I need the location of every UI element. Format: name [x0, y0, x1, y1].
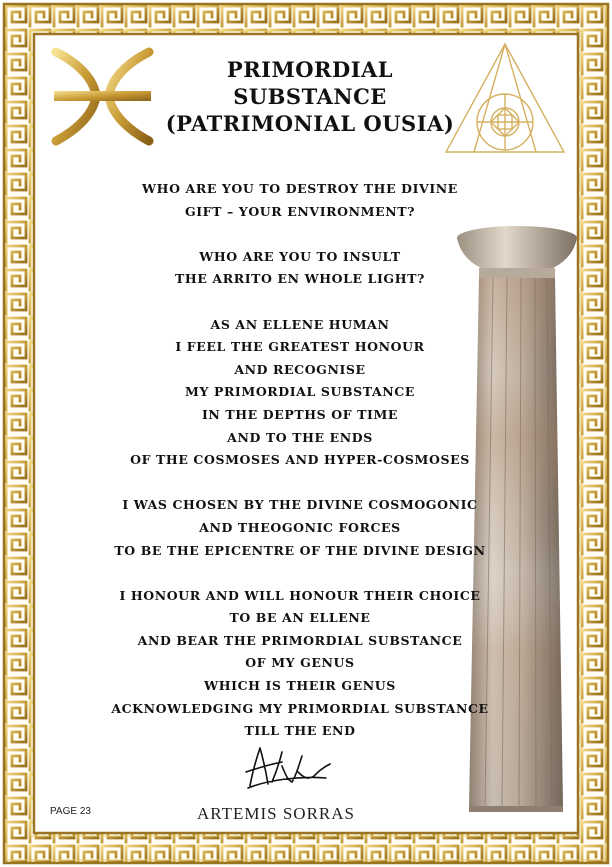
poem-line: THE ARRITO EN WHOLE LIGHT? — [175, 271, 425, 287]
poem-line: AND BEAR THE PRIMORDIAL SUBSTANCE — [137, 632, 463, 648]
poem-line: I HONOUR AND WILL HONOUR THEIR CHOICE — [119, 587, 481, 603]
poem-line: TO BE AN ELLENE — [229, 610, 371, 626]
poem-line: TO BE THE EPICENTRE OF THE DIVINE DESIGN — [114, 542, 486, 558]
author-name: ARTEMIS SORRAS — [197, 804, 355, 823]
poem-line: AND THEOGONIC FORCES — [199, 519, 401, 535]
poem-line: OF MY GENUS — [245, 655, 355, 671]
title-line-1: PRIMORDIAL — [226, 57, 394, 82]
stanza-gap — [80, 562, 520, 585]
poem-line: AND RECOGNISE — [234, 361, 366, 377]
poem-body — [80, 178, 520, 743]
stanza-gap — [80, 291, 520, 314]
title-line-3: (PATRIMONIAL OUSIA) — [165, 111, 455, 136]
ellene-symbol-icon — [50, 44, 155, 149]
poem-line: OF THE COSMOSES AND HYPER-COSMOSES — [130, 452, 470, 468]
signature-image — [238, 742, 338, 794]
poem-line: IN THE DEPTHS OF TIME — [201, 406, 399, 422]
poem-line: AS AN ELLENE HUMAN — [210, 316, 390, 332]
page-number: PAGE 23 — [50, 806, 91, 817]
poem-line: I WAS CHOSEN BY THE DIVINE COSMOGONIC — [122, 497, 478, 513]
title-line-2: SUBSTANCE — [233, 84, 387, 109]
poem-line: ACKNOWLEDGING MY PRIMORDIAL SUBSTANCE — [111, 700, 489, 716]
poem-line: WHO ARE YOU TO INSULT — [199, 248, 401, 264]
poem-line: TILL THE END — [244, 723, 356, 739]
poem-line: WHO ARE YOU TO DESTROY THE DIVINE — [142, 181, 458, 196]
stanza-gap — [80, 223, 520, 246]
poem-line: AND TO THE ENDS — [227, 429, 373, 445]
poem-line: GIFT – YOUR ENVIRONMENT? — [184, 203, 416, 219]
stanza-gap — [80, 472, 520, 495]
page-title — [160, 56, 460, 137]
poem-line: MY PRIMORDIAL SUBSTANCE — [185, 384, 415, 400]
poem-line: WHICH IS THEIR GENUS — [204, 678, 396, 694]
poem-line: I FEEL THE GREATEST HONOUR — [175, 339, 425, 355]
